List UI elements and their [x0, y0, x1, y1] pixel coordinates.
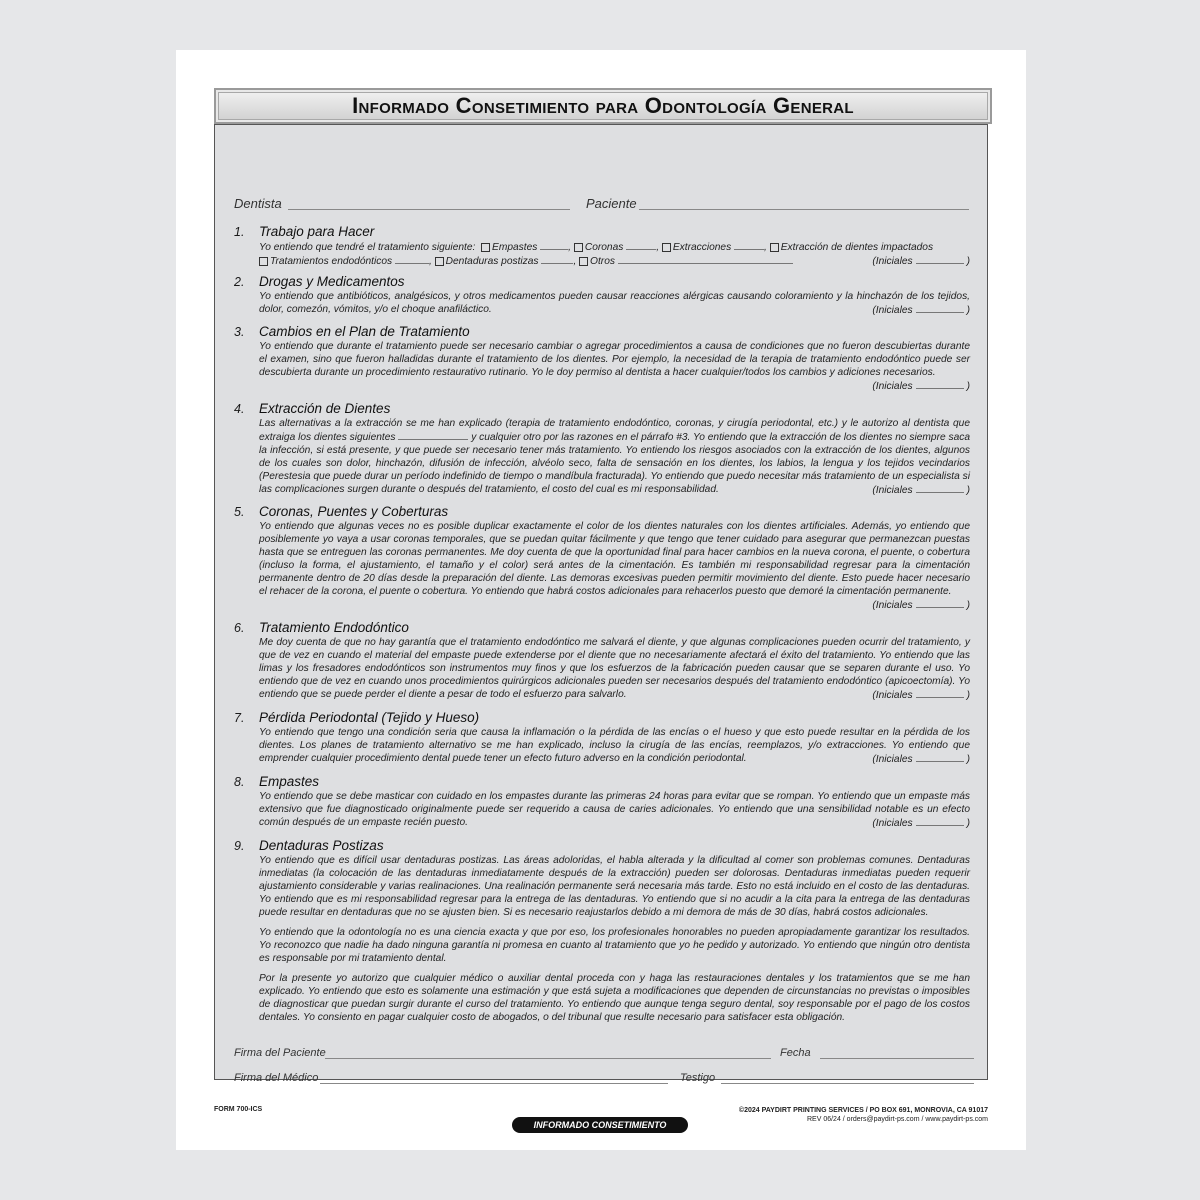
option-label: Coronas: [584, 242, 624, 253]
date-label: Fecha: [780, 1047, 811, 1059]
form-code: FORM 700-ICS: [214, 1106, 263, 1113]
section-5: [234, 505, 970, 617]
witness-field[interactable]: [721, 1083, 974, 1084]
form-title: Informado Consetimiento para Odontología General: [352, 93, 854, 118]
section-number: 2.: [234, 275, 245, 289]
section-text: Me doy cuenta de que no hay garantía que el tratamiento endodóntico me salvará el diente, y que algunas complicaciones pueden ocurrir del tratamiento, y que de vez en cuando el material del empaste puede extenderse por el diente que no necesariamente afectará el éxito del tratamiento. Yo entiendo que las limas y los fresadores endodónticos son instrumentos muy finos y que los esfuerzos de la fabricación pueden causar que se separen durante el uso. Yo entiendo que de vez en cuando unos procedimientos quirúrgicos adicionales pueden ser necesarios después del tratamiento endodóntico (apicoectomía). Yo entiendo que se puede perder el diente a pesar de todo el esfuerzo para salvarlo.: [259, 637, 970, 700]
section-text: Yo entiendo que tengo una condición seria que causa la inflamación o la pérdida de las encías o el hueso y que esto puede resultar en la pérdida de los dientes. Los planes de tratamiento alternativo se me han explicado, incluso la cirugía de las encías, reemplazos, y/o extracciones. Yo entiendo que emprender cualquier procedimiento dental puede tener un efecto futuro adverso en la condición periodontal.: [259, 727, 970, 764]
section-body: [259, 520, 970, 612]
initials-field[interactable]: [916, 752, 964, 762]
copyright-line: ©2024 PAYDIRT PRINTING SERVICES / PO BOX 691, MONROVIA, CA 91017: [738, 1107, 988, 1114]
initials-close: ): [966, 818, 970, 829]
section-text: Yo entiendo que antibióticos, analgésicos, y otros medicamentos pueden causar reacciones alérgicas causando coloramiento y la hinchazón de los tejidos, dolor, comezón, vómitos, y/o el choque anafiláctico.: [259, 291, 970, 315]
section-text: Las alternativas a la extracción se me han explicado (terapia de tratamiento endodóntico, coronas, y cirugía periodontal, etc.) y le autorizo al dentista que extraiga los dientes siguientes: [259, 418, 970, 443]
blank-field[interactable]: [540, 240, 568, 250]
patient-signature-field[interactable]: [325, 1058, 771, 1059]
initials-close: ): [966, 754, 970, 765]
dentist-label: Dentista: [234, 196, 282, 211]
section-8: [234, 775, 970, 835]
section-heading: Pérdida Periodontal (Tejido y Hueso): [259, 710, 480, 725]
initials-field[interactable]: [916, 688, 964, 698]
initials-close: ): [966, 256, 970, 267]
section-body: [259, 290, 970, 317]
checkbox-impactados[interactable]: [770, 243, 779, 252]
option-label: Dentaduras postizas: [445, 256, 539, 267]
initials-label: (Iniciales: [872, 818, 913, 829]
otros-field[interactable]: [618, 254, 793, 264]
section-2: [234, 275, 970, 319]
option-label: Extracción de dientes impactados: [780, 242, 934, 253]
initials-label: (Iniciales: [872, 754, 913, 765]
section-3: [234, 325, 970, 395]
section-body: [259, 340, 970, 393]
section-text: Yo entiendo que se debe masticar con cuidado en los empastes durante las primeras 24 horas para evitar que se rompan. Yo entiendo que un empaste más extensivo que fue diagnosticado originalmente puede ser requerido a causa de caries adicionales. Yo entiendo que una sensibilidad notable es un efecto común después de un empaste recién puesto.: [259, 791, 970, 828]
option-label: Tratamientos endodónticos: [270, 256, 393, 267]
initials-label: (Iniciales: [872, 600, 913, 611]
form-name-label: INFORMADO CONSETIMIENTO: [533, 1120, 667, 1130]
patient-field[interactable]: [639, 209, 969, 210]
form-sheet: [176, 50, 1026, 1150]
patient-label: Paciente: [586, 196, 637, 211]
section-4: [234, 402, 970, 502]
publisher-info: [739, 1106, 988, 1124]
initials-field[interactable]: [916, 598, 964, 608]
patient-signature-label: Firma del Paciente: [234, 1047, 326, 1059]
treatment-intro: Yo entiendo que tendré el tratamiento siguiente:: [259, 242, 476, 253]
initials-label: (Iniciales: [872, 305, 913, 316]
section-number: 8.: [234, 775, 245, 789]
initials-label: (Iniciales: [872, 690, 913, 701]
section-number: 3.: [234, 325, 245, 339]
checkbox-extracciones[interactable]: [662, 243, 671, 252]
option-label: Extracciones: [672, 242, 732, 253]
initials-label: (Iniciales: [872, 485, 913, 496]
witness-label: Testigo: [680, 1072, 716, 1084]
section-number: 6.: [234, 621, 245, 635]
section-body: [259, 790, 970, 830]
section-heading: Empastes: [259, 774, 320, 789]
section-body: [259, 854, 970, 1024]
dentist-field[interactable]: [288, 209, 570, 210]
section-heading: Extracción de Dientes: [259, 401, 391, 416]
section-number: 9.: [234, 839, 245, 853]
section-1: [234, 225, 970, 269]
doctor-signature-label: Firma del Médico: [234, 1072, 319, 1084]
initials-close: ): [966, 305, 970, 316]
section-text: Yo entiendo que durante el tratamiento puede ser necesario cambiar o agregar procedimientos a causa de condiciones que no fueron descubiertas durante el examen, sino que fueron halladidas durante el tratamiento de los dientes. Por ejemplo, la necesidad de la terapia de tratamiento endodóntico puede ser descubierta durante un procedimiento restaurativo rutinario. Yo le doy permiso al dentista a hacer cualquier/todos los cambios y adiciones necesarios.: [259, 341, 970, 378]
section-heading: Tratamiento Endodóntico: [259, 620, 409, 635]
section-number: 7.: [234, 711, 245, 725]
title-bar: [214, 88, 992, 124]
initials-label: (Iniciales: [872, 256, 913, 267]
blank-field[interactable]: [541, 254, 573, 264]
section-number: 1.: [234, 225, 245, 239]
blank-field[interactable]: [395, 254, 429, 264]
form-name-pill: [512, 1117, 688, 1133]
form-panel: [214, 124, 988, 1084]
section-heading: Trabajo para Hacer: [259, 224, 375, 239]
checkbox-dentaduras[interactable]: [435, 257, 444, 266]
initials-field[interactable]: [916, 303, 964, 313]
section-body: [259, 726, 970, 766]
section-body: Yo entiendo que tendré el tratamiento siguiente: Empastes , Coronas , Extracciones , Extracción de dientes impactados Tratamientos endodónticos , Dentaduras postizas , Otros (Iniciales ): [259, 242, 970, 267]
closing-paragraph: Yo entiendo que la odontología no es una ciencia exacta y que por eso, los profesionales honorables no pueden apropiadamente garantizar los resultados. Yo reconozco que nadie ha dado ninguna garantía ni promesa en cuanto al tratamiento que yo he pedido y autorizado. Yo entiendo que ningún otro dentista es responsable por mi tratamiento dental.: [259, 927, 970, 964]
checkbox-otros[interactable]: [579, 257, 588, 266]
section-9: [234, 839, 970, 1029]
checkbox-empastes[interactable]: [481, 243, 490, 252]
initials-close: ): [966, 600, 970, 611]
initials-field[interactable]: [916, 816, 964, 826]
section-6: [234, 621, 970, 709]
initials-field[interactable]: [916, 483, 964, 493]
section-body: [259, 636, 970, 702]
initials-close: ): [966, 485, 970, 496]
date-field[interactable]: [820, 1058, 974, 1059]
section-number: 4.: [234, 402, 245, 416]
blank-field[interactable]: [626, 240, 656, 250]
checkbox-coronas[interactable]: [574, 243, 583, 252]
section-text: Yo entiendo que algunas veces no es posible duplicar exactamente el color de los dientes naturales con los dientes artificiales. Además, yo entiendo que posiblemente yo vaya a usar coronas temporales, que se puedan quitar fácilmente y que tengo que tener cuidado para asegurar que permanezcan puestas hasta que se entreguen las coronas permanentes. Me doy cuenta de que la oportunidad final para hacer cambios en la nueva corona, el puente, o cobertura (incluso la forma, el ajustamiento, el tamaño y el color) será antes de la cimentación. Es también mi responsabilidad regresar para la cimentación permanente dentro de 20 días desde la preparación del diente. Las demoras excesivas pueden permitir movimiento del diente. Esto puede hacer necesario el rehacer de la corona, el puente o cobertura. Yo entiendo que habrá costos adicionales para rehacerlos puesto que demoré la cimentación permanente.: [259, 521, 970, 597]
teeth-field[interactable]: [398, 430, 468, 440]
section-heading: Drogas y Medicamentos: [259, 274, 405, 289]
initials-field[interactable]: [916, 254, 964, 264]
section-body: [259, 417, 970, 497]
option-label: Empastes: [492, 242, 538, 253]
section-text: y cualquier otro por las razones en el párrafo #3. Yo entiendo que la extracción de los dientes no siempre saca la infección, si está presente, y que puede ser necesario tener más tratamiento. Yo entiendo los riesgos asociados con la extracción de los dientes, algunos de los cuales son dolor, hinchazón, difusión de infección, alvéolo seco, falta de sensación en los dientes, los labios, la lengua y los tejidos vecindarios (Perestesia que puede durar un período indefinido de tiempo o mandíbula fracturada). Yo entiendo que puedo necesitar más tratamiento de un especialista si las complicaciones surgen durante o después del tratamiento, el costo del cual es mi responsabilidad.: [259, 432, 970, 495]
section-7: [234, 711, 970, 771]
closing-paragraph: Por la presente yo autorizo que cualquier médico o auxiliar dental proceda con y haga las restauraciones dentales y los tratamientos que se me han explicado. Yo entiendo que esto es solamente una estimación y que está sujeta a modificaciones que dependen de circunstancias no previstas o imposibles de diagnosticar que puedan surgir durante el curso del tratamiento. Yo entiendo que aunque tenga seguro dental, soy responsable por el pago de los costos dentales. Yo consiento en pagar cualquier costo de abogados, o del tribunal que resulte necesario para satisfacer esta obligación.: [259, 973, 970, 1023]
section-heading: Dentaduras Postizas: [259, 838, 384, 853]
checkbox-endodonticos[interactable]: [259, 257, 268, 266]
section-heading: Coronas, Puentes y Coberturas: [259, 504, 449, 519]
section-text: Yo entiendo que es difícil usar dentaduras postizas. Las áreas adoloridas, el habla alterada y la dificultad al comer son problemas comunes. Dentaduras inmediatas (la colocación de las dentaduras inmediatamente después de la extracción) pueden ser dolorosas. Dentaduras inmediatas pueden requerir ajustamiento considerable y varias realinaciones. Una realinación permanente será necesaria más tarde. Esto no está incluido en el costo de las dentaduras. Yo entiendo que es mi responsabilidad regresar para la entrega de las dentaduras. Yo entiendo que si no acudir a la cita para la entrega de las dentaduras puede resultar en dentaduras que no se ajusten bien. Si es necesario reajustarlos debido a mi demora de más de 30 días, habrá costos adicionales.: [259, 855, 970, 918]
section-number: 5.: [234, 505, 245, 519]
section-heading: Cambios en el Plan de Tratamiento: [259, 324, 470, 339]
initials-field[interactable]: [916, 379, 964, 389]
initials-close: ): [966, 690, 970, 701]
initials-close: ): [966, 381, 970, 392]
revision-line: REV 06/24 / orders@paydirt-ps.com / www.paydirt-ps.com: [806, 1116, 988, 1123]
blank-field[interactable]: [734, 240, 764, 250]
doctor-signature-field[interactable]: [320, 1083, 668, 1084]
initials-label: (Iniciales: [872, 381, 913, 392]
option-label: Otros: [590, 256, 615, 267]
